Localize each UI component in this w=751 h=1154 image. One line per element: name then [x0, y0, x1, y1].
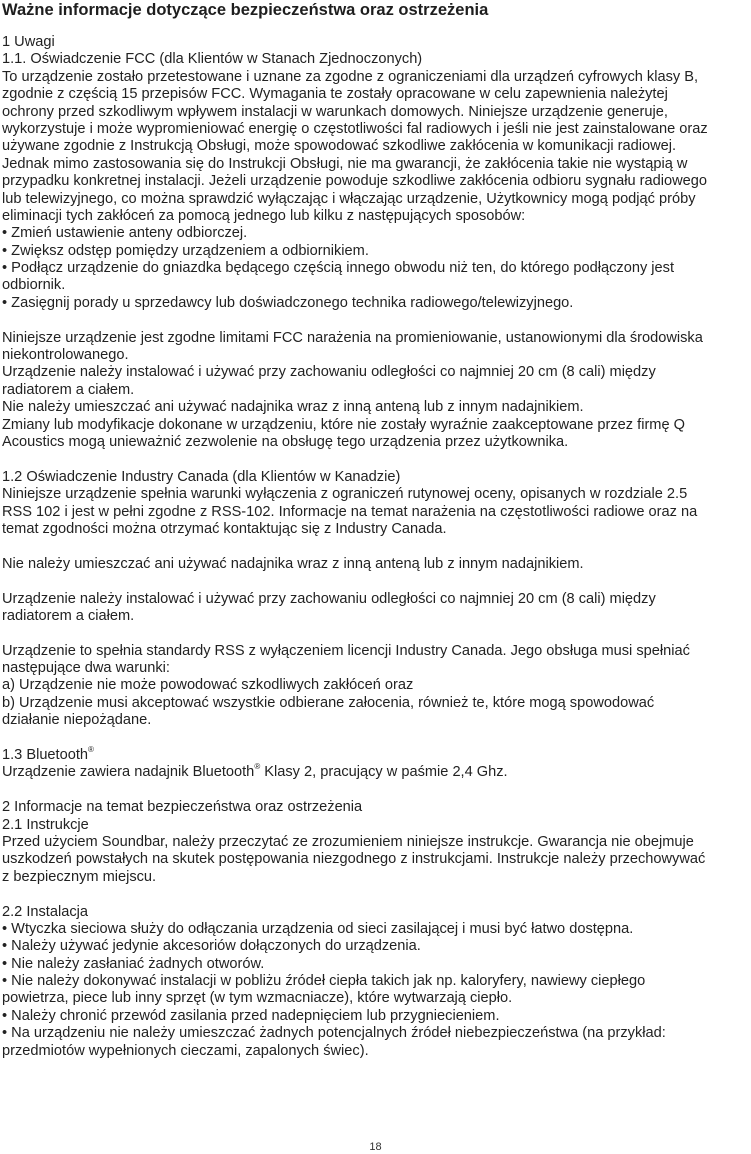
bullet-item: • Nie należy zasłaniać żadnych otworów.: [2, 955, 265, 972]
page-title: Ważne informacje dotyczące bezpieczeństwa oraz ostrzeżenia: [2, 1, 489, 19]
bullet-item: • Wtyczka sieciowa służy do odłączania urządzenia od sieci zasilającej i musi być łatwo dostępna.: [2, 920, 634, 937]
text-line: RSS 102 i jest w pełni zgodne z RSS-102. Informacje na temat narażenia na częstotliwości radiowe oraz na: [2, 503, 698, 520]
text-line: odbiornik.: [2, 277, 66, 294]
section-1-2-para4: [2, 643, 750, 730]
section-1-3-heading: [2, 747, 750, 764]
text-line: Urządzenie należy instalować i używać przy zachowaniu odległości co najmniej 20 cm (8 cali) między: [2, 364, 656, 381]
page-number: 18: [369, 1141, 382, 1153]
spacer: [2, 782, 750, 799]
text-line: Zmiany lub modyfikacje dokonane w urządzeniu, które nie zostały wyraźnie zaakceptowane przez firmę Q: [2, 416, 685, 433]
section-1-1-text-b: [2, 330, 750, 452]
spacer: [2, 312, 750, 329]
text-line: z bezpiecznym miejscu.: [2, 868, 157, 885]
text-line: lub telewizyjnego, co można sprawdzić wyłączając i włączając urządzenie, Użytkownicy mogą podjąć próby: [2, 190, 696, 207]
registered-mark: ®: [88, 745, 94, 755]
text-line: b) Urządzenie musi akceptować wszystkie odbierane załocenia, również te, które mogą spowodować: [2, 694, 655, 711]
text-line: temat zgodności można otrzymać kontaktując się z Industry Canada.: [2, 520, 447, 537]
section-2-heading: 2 Informacje na temat bezpieczeństwa oraz ostrzeżenia: [2, 799, 363, 816]
text-line: działanie niepożądane.: [2, 712, 152, 729]
text-line: uszkodzeń powstałych na skutek postępowania niezgodnego z instrukcjami. Instrukcje należy przechowywać: [2, 851, 706, 868]
text-line: wykorzystuje i może wypromieniować energię o częstotliwości fal radiowych i jeśli nie jest zainstalowane oraz: [2, 120, 708, 137]
text-line: radiatorem a ciałem.: [2, 381, 135, 398]
text-line: Nie należy umieszczać ani używać nadajnika wraz z inną anteną lub z innym nadajnikiem.: [2, 555, 584, 572]
spacer: [2, 625, 750, 642]
section-1-3-heading-text: 1.3 Bluetooth: [2, 747, 89, 764]
section-2-2-list: [2, 921, 750, 1060]
text-line: To urządzenie zostało przetestowane i uznane za zgodne z ograniczeniami dla urządzeń cyfrowych klasy B,: [2, 68, 699, 85]
spacer: [2, 573, 750, 590]
registered-mark: ®: [254, 762, 261, 772]
bullet-item: • Należy używać jedynie akcesoriów dołączonych do urządzenia.: [2, 938, 421, 955]
bullet-item: • Zasięgnij porady u sprzedawcy lub doświadczonego technika radiowego/telewizyjnego.: [2, 294, 574, 311]
document-body: [2, 34, 750, 1060]
section-1-2-text: [2, 486, 750, 538]
section-1-1-text: [2, 69, 750, 312]
text-line: używane zgodnie z Instrukcją Obsługi, może spowodować szkodliwe zakłócenia w komunikacji radiowej.: [2, 138, 677, 155]
text-line: radiatorem a ciałem.: [2, 607, 135, 624]
text-line: Jednak mimo zastosowania się do Instrukcji Obsługi, nie ma gwarancji, że zakłócenia takie nie wystąpią w: [2, 155, 688, 172]
text-line: eliminacji tych zakłóceń za pomocą jednego lub kilku z następujących sposobów:: [2, 207, 526, 224]
bullet-item: • Zwiększ odstęp pomiędzy urządzeniem a odbiornikiem.: [2, 242, 369, 259]
section-1-2-para3: [2, 591, 750, 626]
spacer: [2, 886, 750, 903]
bullet-item: • Podłącz urządzenie do gniazdka będącego częścią innego obwodu niż ten, do którego podłączony jest: [2, 260, 675, 277]
text-line: Nie należy umieszczać ani używać nadajnika wraz z inną anteną lub z innym nadajnikiem.: [2, 399, 584, 416]
text-line: niekontrolowanego.: [2, 347, 129, 364]
spacer: [2, 451, 750, 468]
text-line: Urządzenie należy instalować i używać przy zachowaniu odległości co najmniej 20 cm (8 cali) między: [2, 590, 656, 607]
text-line: Niniejsze urządzenie spełnia warunki wyłączenia z ograniczeń rutynowej oceny, opisanych w rozdziale 2.5: [2, 486, 688, 503]
spacer: [2, 538, 750, 555]
text-line: zgodnie z częścią 15 przepisów FCC. Wymagania te zostały opracowane w celu zapewnienia należytej: [2, 86, 668, 103]
text-line: Przed użyciem Soundbar, należy przeczytać ze zrozumieniem niniejsze instrukcje. Gwarancja nie obejmuje: [2, 833, 694, 850]
bluetooth-line-pre: Urządzenie zawiera nadajnik Bluetooth: [2, 764, 255, 781]
text-line: ochrony przed szkodliwym wpływem instalacji w warunkach domowych. Niniejsze urządzenie generuje,: [2, 103, 668, 120]
section-2-1-heading: 2.1 Instrukcje: [2, 816, 89, 833]
text-line: przypadku konkretnej instalacji. Jeżeli urządzenie powoduje szkodliwe zakłócenia odbioru sygnału radiowego: [2, 173, 707, 190]
section-2-2-heading: 2.2 Instalacja: [2, 903, 88, 920]
spacer: [2, 730, 750, 747]
text-line: Urządzenie to spełnia standardy RSS z wyłączeniem licencji Industry Canada. Jego obsługa musi spełniać: [2, 642, 690, 659]
section-1-heading: 1 Uwagi: [2, 34, 55, 50]
section-2-1-text: [2, 834, 750, 886]
text-line: następujące dwa warunki:: [2, 660, 170, 677]
section-1-2-heading: 1.2 Oświadczenie Industry Canada (dla Klientów w Kanadzie): [2, 468, 401, 485]
text-line: powietrza, piece lub inny sprzęt (w tym wzmacniacze), które wytwarzają ciepło.: [2, 990, 513, 1007]
bullet-item: • Zmień ustawienie anteny odbiorczej.: [2, 225, 248, 242]
text-line: Niniejsze urządzenie jest zgodne limitami FCC narażenia na promieniowanie, ustanowionymi dla środowiska: [2, 329, 703, 346]
bluetooth-line: [2, 764, 750, 781]
bullet-item: • Należy chronić przewód zasilania przed nadepnięciem lub przygniecieniem.: [2, 1007, 500, 1024]
text-line: Acoustics mogą unieważnić zezwolenie na obsługę tego urządzenia przez użytkownika.: [2, 433, 569, 450]
bullet-item: • Nie należy dokonywać instalacji w pobliżu źródeł ciepła takich jak np. kaloryfery, nawiewy ciepłego: [2, 973, 646, 990]
bullet-item: • Na urządzeniu nie należy umieszczać żadnych potencjalnych źródeł niebezpieczeństwa (na przykład:: [2, 1025, 666, 1042]
text-line: a) Urządzenie nie może powodować szkodliwych zakłóceń oraz: [2, 677, 414, 694]
text-line: przedmiotów wypełnionych cieczami, zapalonych świec).: [2, 1042, 369, 1059]
section-1-1-heading: 1.1. Oświadczenie FCC (dla Klientów w Stanach Zjednoczonych): [2, 51, 423, 68]
bluetooth-line-post: Klasy 2, pracujący w paśmie 2,4 Ghz.: [260, 764, 508, 781]
